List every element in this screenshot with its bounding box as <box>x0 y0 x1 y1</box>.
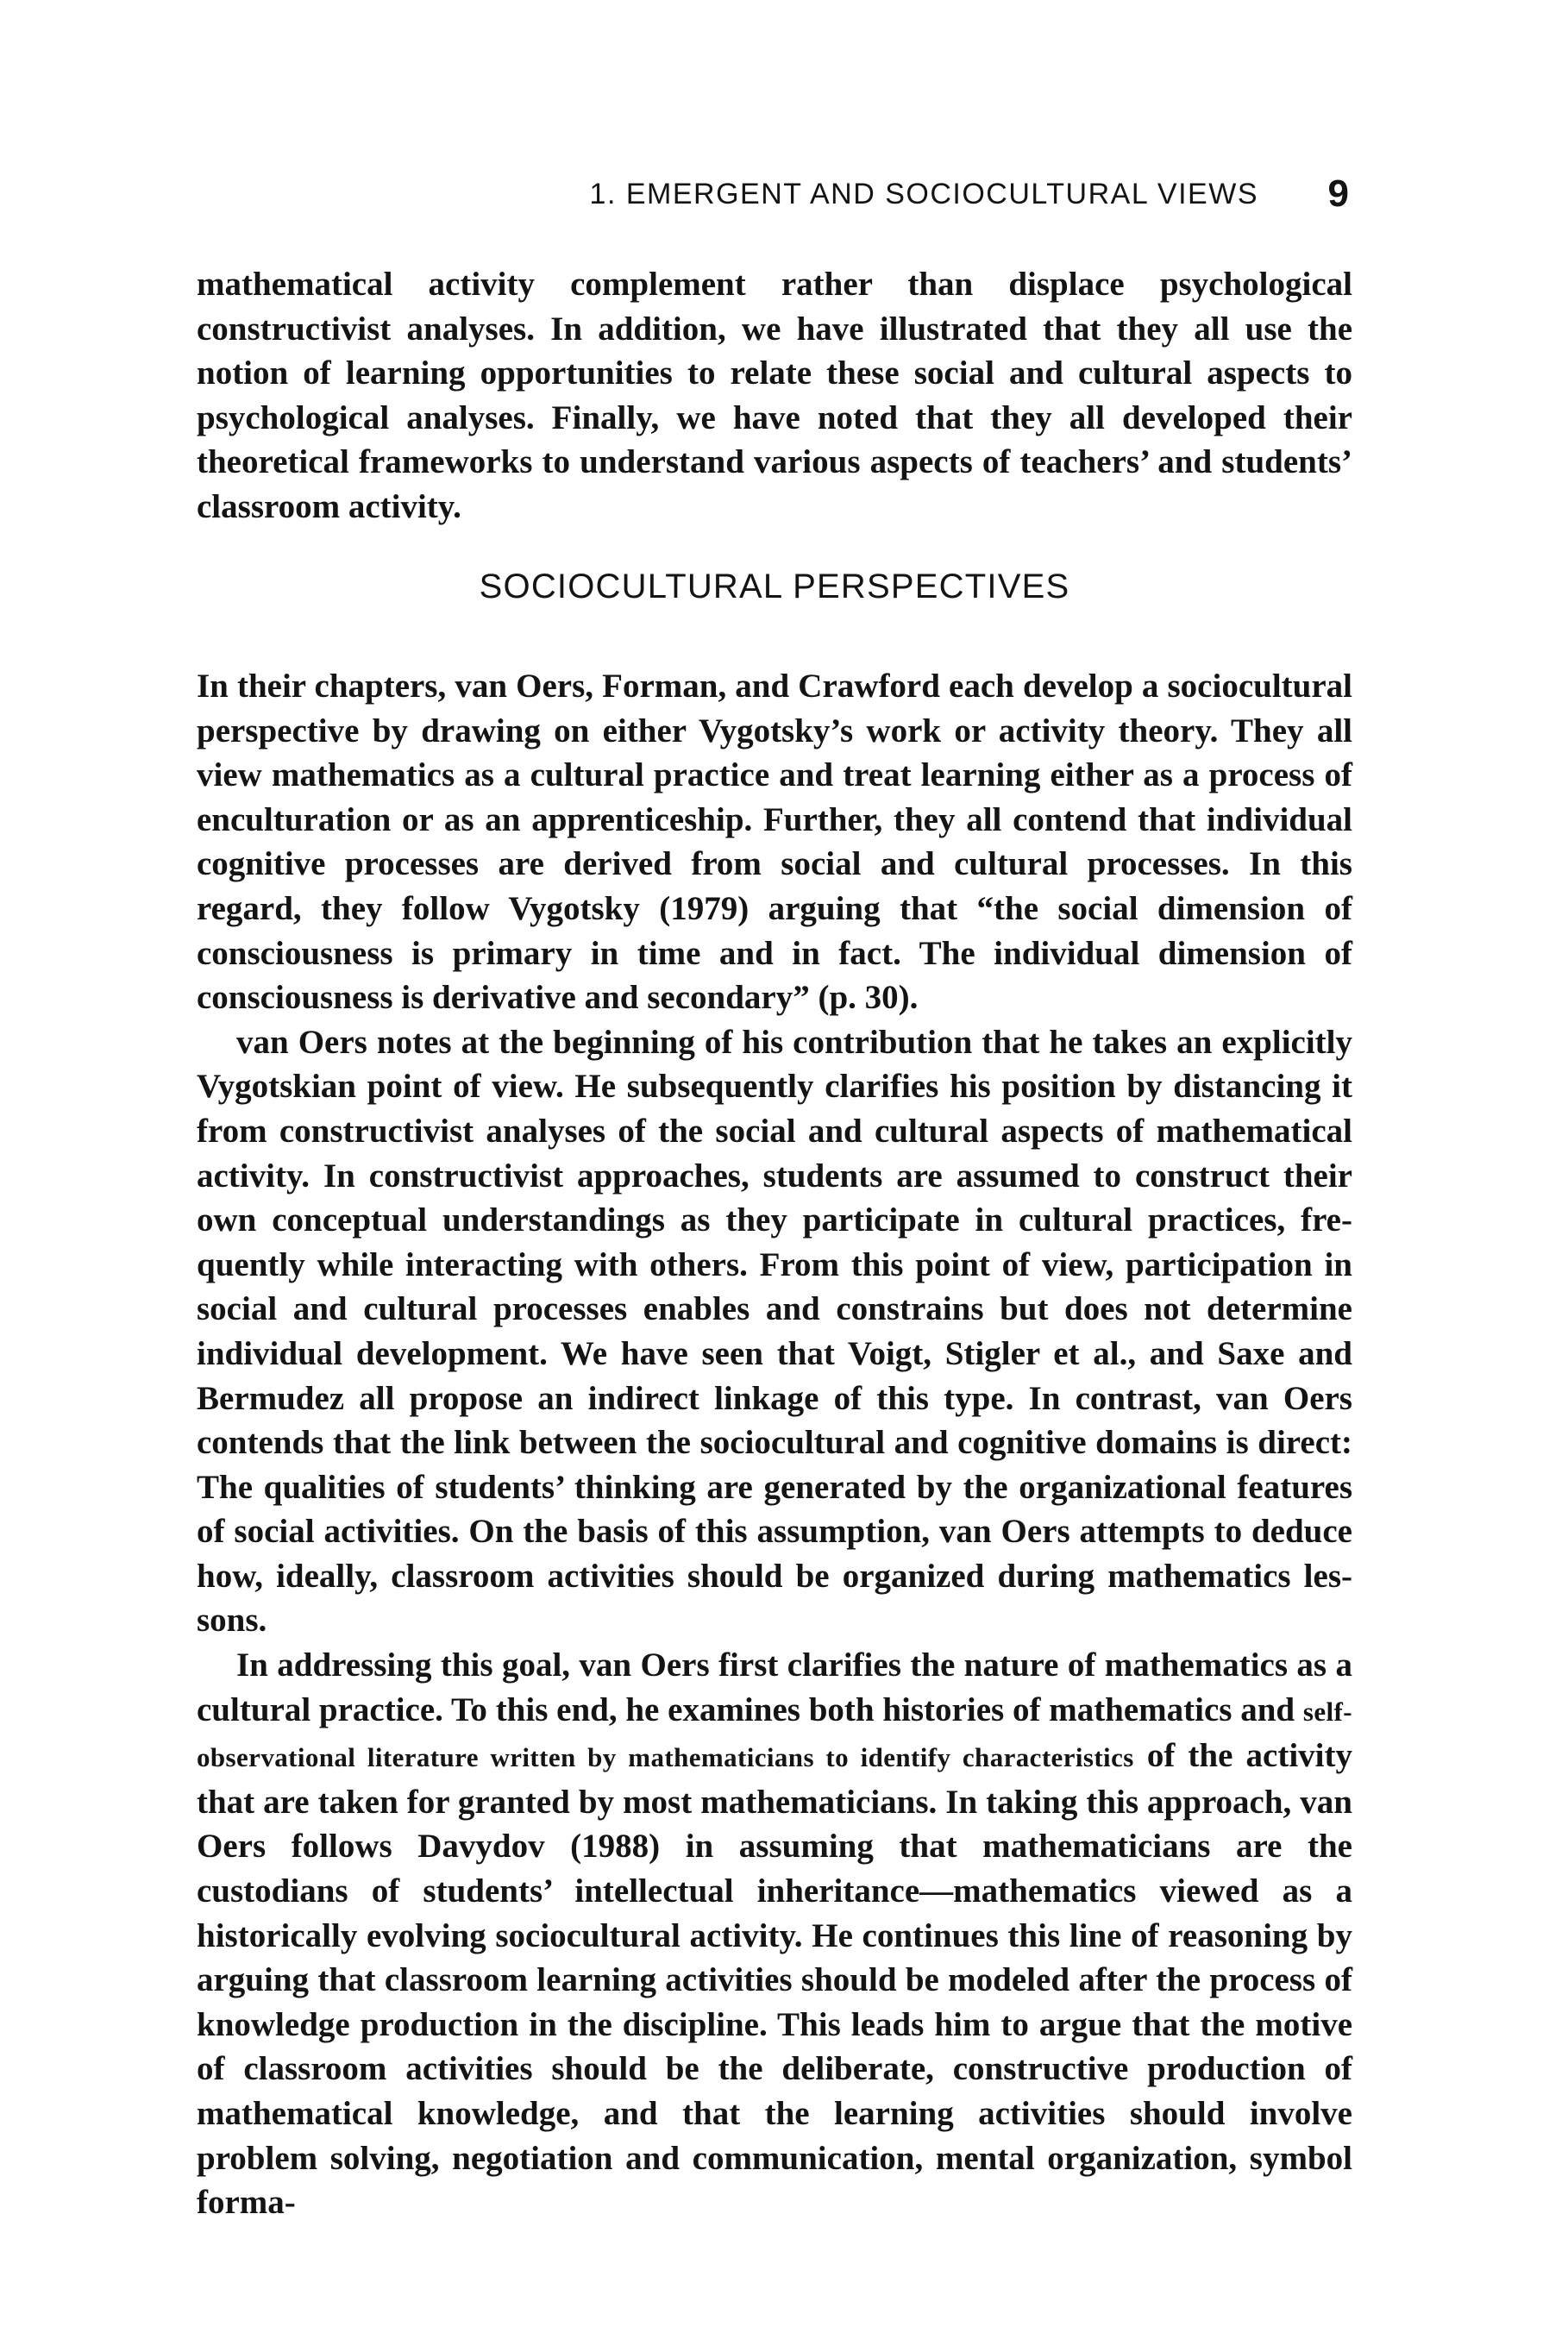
paragraph-van-oers-view: van Oers notes at the beginning of his contribution that he takes an explicitly Vygotskian point of view. He subsequently clarifies his position by distancing it from constructivist analyses of the social and cultural aspects of mathematical activity. In constructivist approaches, students are assumed to construct their own conceptual understandings as they participate in cultural practices, frequently while interacting with others. From this point of view, participation in social and cultural processes enables and constrains but does not determine individual development. We have seen that Voigt, Stigler et al., and Saxe and Bermudez all propose an indirect linkage of this type. In contrast, van Oers contends that the link between the sociocultural and cognitive domains is direct: The qualities of students’ thinking are generated by the organizational features of social activities. On the basis of this assumption, van Oers attempts to deduce how, ideally, classroom activities should be organized during mathematics lessons. <box>197 1023 1352 1640</box>
running-title: 1. EMERGENT AND SOCIOCULTURAL VIEWS <box>589 178 1258 210</box>
paragraph-sociocultural-intro: In their chapters, van Oers, Forman, and Crawford each develop a sociocultural perspective by drawing on either Vygotsky’s work or activity theory. They all view mathematics as a cultural practice and treat learning either as a process of enculturation or as an apprenticeship. Further, they all contend that individual cognitive processes are derived from social and cultural processes. In this regard, they follow Vygotsky (1979) arguing that “the social dimension of consciousness is primary in time and in fact. The individual dimension of consciousness is derivative and secondary” (p. 30). <box>197 668 1352 1017</box>
section-heading: SOCIOCULTURAL PERSPECTIVES <box>479 568 1070 605</box>
paragraph-3-end: of the activity that are taken for granted by most mathematicians. In taking this approach, van Oers follows Davydov (1988) in assuming that mathematicians are the custodians of students’ intellectual inheritance—mathematics viewed as a historically evolving sociocultural activity. He continues this line of reasoning by arguing that classroom learning activities should be modeled after the process of knowledge production in the discipline. This leads him to argue that the motive of classroom activities should be the deliberate, constructive production of mathematical knowledge, and that the learning activities should involve problem solving, negotiation and communication, mental organization, symbol forma- <box>197 1737 1352 2222</box>
page-number: 9 <box>1327 172 1349 215</box>
section-text-block <box>197 664 1352 2225</box>
paragraph-cultural-practice <box>197 1643 1352 2225</box>
paragraph-3-start: In addressing this goal, van Oers first clarifies the nature of mathematics as a cultural practice. To this end, he examines both histories of mathematics and <box>197 1646 1352 1728</box>
paragraph-3-small-line: self-observational literature written by mathematicians to identify characteristics <box>197 1696 1352 1773</box>
running-head <box>198 172 1349 226</box>
intro-paragraph: mathematical activity complement rather than displace psychological constructivist analyses. In addition, we have illustrated that they all use the notion of learning opportunities to relate these social and cultural aspects to psychological analyses. Finally, we have noted that they all developed their theoretical frameworks to understand various aspects of teachers’ and students’ classroom activity. <box>197 266 1352 525</box>
intro-text-block <box>197 262 1352 530</box>
